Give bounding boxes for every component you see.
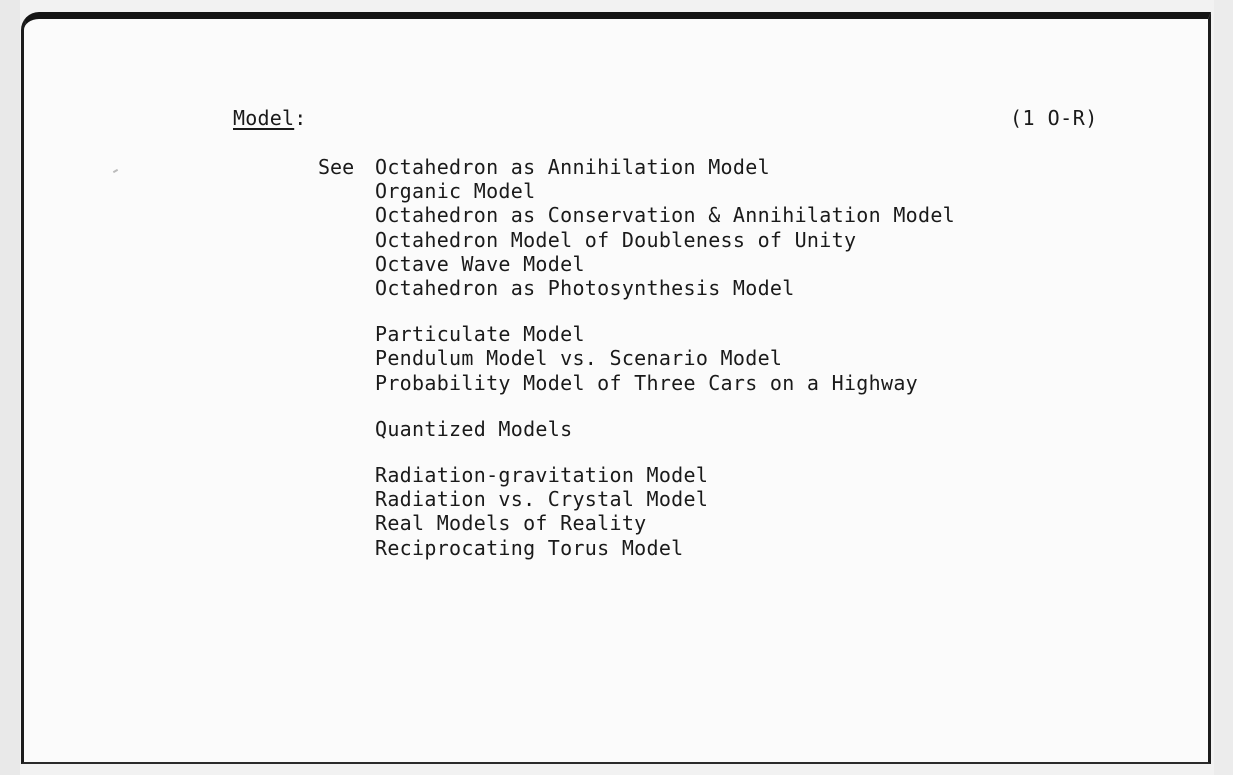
card-code: (1 O-R) (1010, 106, 1098, 130)
page-left-margin (0, 0, 20, 775)
heading-word: Model (233, 106, 295, 130)
list-item: Octahedron Model of Doubleness of Unity (375, 227, 857, 252)
list-item: Octahedron as Conservation & Annihilation Model (375, 203, 956, 228)
list-item: Octahedron as Photosynthesis Model (375, 276, 795, 301)
list-item: Octahedron as Annihilation Model (375, 155, 770, 179)
list-item: Radiation-gravitation Model (375, 463, 709, 488)
list-item: Organic Model (375, 179, 536, 204)
heading-colon: : (294, 106, 307, 130)
list-item: Radiation vs. Crystal Model (375, 487, 709, 512)
list-item: Particulate Model (375, 322, 585, 347)
list-item: Probability Model of Three Cars on a Highway (375, 370, 919, 395)
list-item: Octave Wave Model (375, 251, 585, 276)
cross-reference-list (375, 155, 955, 560)
page-right-margin (1214, 0, 1233, 775)
list-item: Reciprocating Torus Model (375, 535, 684, 560)
see-label: See (318, 155, 355, 179)
list-item: Quantized Models (375, 416, 573, 441)
list-item: Real Models of Reality (375, 511, 647, 536)
list-item: Pendulum Model vs. Scenario Model (375, 346, 783, 371)
card-heading (233, 106, 306, 130)
